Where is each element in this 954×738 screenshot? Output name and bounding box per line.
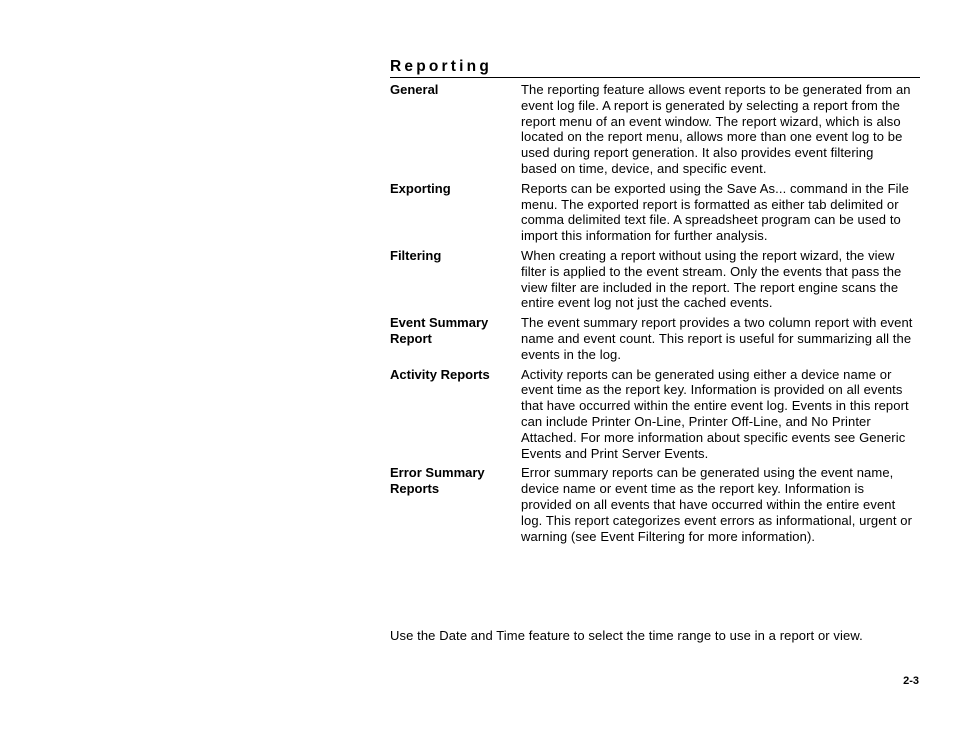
entry-description: The reporting feature allows event reports to be generated from an event log file. A report is generated by selecting a report from the report menu of an event window. The report wizard, which is also located on the report menu, allows more than one event log to be used during report generation. It also provides event filtering based on time, device, and specific event.	[521, 82, 911, 176]
entry-description: The event summary report provides a two column report with event name and event count. This report is useful for summarizing all the events in the log.	[521, 315, 913, 362]
entry-description: Error summary reports can be generated using the event name, device name or event time as the report key. Information is provided on all events that have occurred within the entire event log. This report categorizes event errors as informational, urgent or warning (see Event Filtering for more information).	[521, 465, 913, 544]
entry-term: Filtering	[390, 247, 442, 263]
entry-term: Exporting	[390, 180, 451, 196]
entry-description: Activity reports can be generated using either a device name or event time as the report key. Information is provided on all events that have occurred within the entire event log. Events in this report can include Printer On-Line, Printer Off-Line, and No Printer Attached. For more information about specific events see Generic Events and Print Server Events.	[521, 366, 909, 461]
entry-term: General	[390, 82, 439, 97]
entry-filtering	[390, 248, 920, 311]
entry-activity-reports	[390, 367, 920, 462]
page-number: 2-3	[903, 675, 919, 687]
definition-list	[390, 82, 920, 548]
section-heading	[390, 57, 920, 78]
entry-term: Event Summary Report	[390, 315, 489, 347]
section-title: Reporting	[390, 58, 492, 75]
entry-exporting	[390, 181, 920, 244]
closing-paragraph: Use the Date and Time feature to select the time range to use in a report or view.	[390, 628, 863, 643]
entry-description: When creating a report without using the report wizard, the view filter is applied to the event stream. Only the events that pass the view filter are included in the report. The report engine scans the entire event log not just the cached events.	[521, 247, 902, 311]
entry-description: Reports can be exported using the Save As... command in the File menu. The exported report is formatted as either tab delimited or comma delimited text file. A spreadsheet program can be used to import this information for further analysis.	[521, 180, 909, 244]
entry-term: Error Summary Reports	[390, 465, 485, 497]
entry-error-summary-reports	[390, 465, 920, 544]
entry-term: Activity Reports	[390, 366, 490, 382]
entry-event-summary-report	[390, 315, 920, 362]
entry-general	[390, 82, 920, 177]
